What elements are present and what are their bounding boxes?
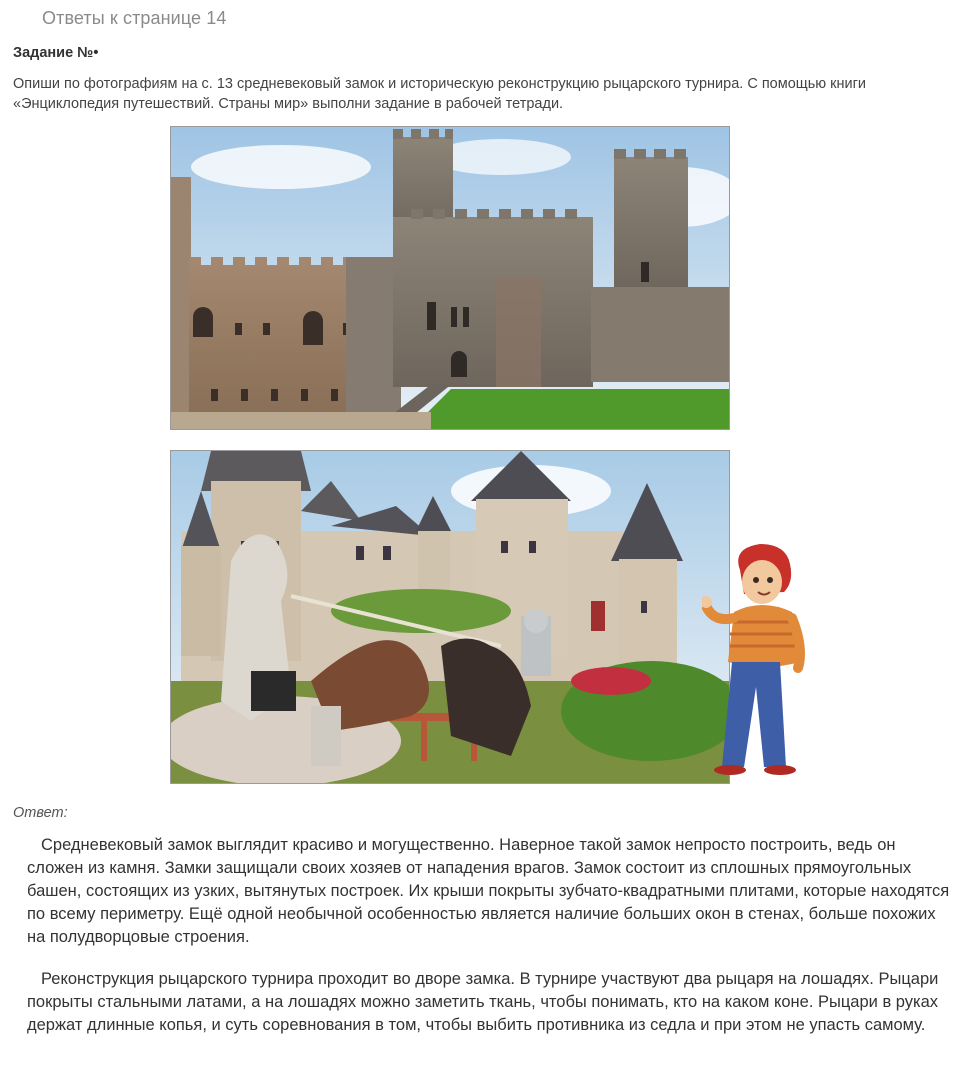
answer-paragraph-1-text: Средневековый замок выглядит красиво и могущественно. Наверное такой замок непросто построить, ведь он сложен из камня. Замки защищали своих хозяев от нападения врагов. Замок состоит из сплошных прямоугольных башен, состоящих из узких, вытянутых построек. Их крыши покрыты зубчато-квадратными плитами, которые находятся по всему периметру. Ещё одной необычной особенностью является наличие больших окон в стенах, больше похожих на полудворцовые строения. <box>27 836 950 946</box>
boy-mascot-illustration <box>702 540 812 780</box>
answer-paragraph-2-text: Реконструкция рыцарского турнира проходит во дворе замка. В турнире участвуют два рыцаря на лошадях. Рыцари покрыты стальными латами, а на лошадях можно заметить ткань, чтобы понимать, кто на каком коне. Рыцари в руках держат длинные копья, и суть соревнования в том, чтобы выбить противника из седла и при этом не упасть самому. <box>27 970 939 1034</box>
answer-paragraph-2 <box>27 968 952 1037</box>
knight-tournament-photo <box>170 450 730 784</box>
answer-paragraph-1 <box>27 834 952 949</box>
page-title: Ответы к странице 14 <box>42 8 227 28</box>
castle-photo <box>170 126 730 430</box>
task-title: Задание №• <box>13 45 99 61</box>
answer-label: Ответ: <box>13 805 68 821</box>
task-description: Опиши по фотографиям на с. 13 средневековый замок и историческую реконструкцию рыцарского турнира. С помощью книги «Энциклопедия путешествий. Страны мир» выполни задание в рабочей тетради. <box>13 76 866 112</box>
